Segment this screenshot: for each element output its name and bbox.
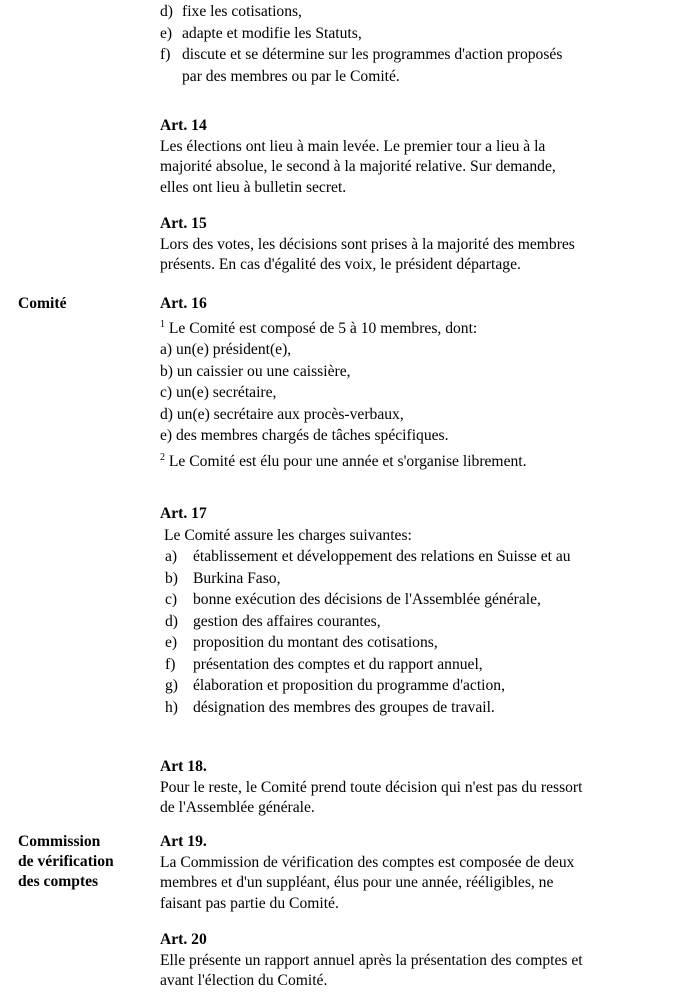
article-line: avant l'élection du Comité. [160, 972, 328, 989]
list-item-text: établissement et développement des relations en Suisse et au [193, 548, 571, 565]
list-item [160, 44, 680, 66]
article-line: Les élections ont lieu à main levée. Le premier tour a lieu à la [160, 137, 546, 155]
list-item: e) des membres chargés de tâches spécifiques. [160, 427, 449, 444]
article-19 [160, 832, 680, 914]
list-item [160, 632, 680, 654]
list-item [160, 611, 680, 633]
article-paragraph-2 [160, 451, 680, 473]
list-item-text: désignation des membres des groupes de travail. [193, 698, 495, 716]
list-item: d) un(e) secrétaire aux procès-verbaux, [160, 405, 404, 423]
article-title: Art. 15 [160, 215, 207, 232]
list-item-label: c) [165, 591, 178, 608]
section-label-comite: Comité [18, 295, 67, 312]
article-line: Elle présente un rapport annuel après la présentation des comptes et [160, 951, 583, 969]
article-line: Lors des votes, les décisions sont prises à la majorité des membres [160, 235, 575, 253]
list-item-label: e) [160, 24, 173, 42]
article-line: majorité absolue, le second à la majorité relative. Sur demande, [160, 158, 556, 175]
paragraph-number: 2 [160, 451, 165, 463]
article-line: Pour le reste, le Comité prend toute décision qui n'est pas du ressort [160, 778, 583, 796]
section-label-line: de vérification [18, 853, 114, 870]
list-item-label: f) [160, 46, 171, 63]
article-17 [160, 504, 680, 718]
article-15 [160, 214, 680, 276]
list-item-label: g) [165, 677, 178, 694]
list-item: a) un(e) président(e), [160, 341, 292, 358]
list-item [160, 654, 680, 676]
article-intro: Le Comité assure les charges suivantes: [164, 526, 412, 544]
article-line: La Commission de vérification des comptes est composée de deux [160, 853, 575, 871]
article-line: présents. En cas d'égalité des voix, le président départage. [160, 256, 521, 273]
list-item-text: bonne exécution des décisions de l'Assemblée générale, [193, 591, 541, 608]
list-item [160, 568, 680, 590]
paragraph-text: Le Comité est élu pour une année et s'organise librement. [168, 452, 527, 470]
list-item-label: d) [160, 3, 173, 20]
list-item [160, 675, 680, 697]
list-item-continuation: par des membres ou par le Comité. [182, 67, 400, 85]
article-title: Art. 16 [160, 295, 207, 312]
list-item-label: b) [165, 569, 178, 587]
list-item-text: proposition du montant des cotisations, [193, 634, 438, 651]
list-item [160, 697, 680, 719]
article-18 [160, 757, 680, 819]
list-item: b) un caissier ou une caissière, [160, 362, 351, 380]
list-item [160, 589, 680, 611]
list-item [160, 546, 680, 568]
list-item-text: élaboration et proposition du programme d'action, [193, 677, 506, 694]
article-line: elles ont lieu à bulletin secret. [160, 178, 347, 196]
article-title: Art 19. [160, 833, 207, 850]
article-title: Art. 14 [160, 117, 207, 134]
list-item-text: adapte et modifie les Statuts, [182, 24, 362, 42]
list-item-text: Burkina Faso, [193, 569, 281, 587]
article-14 [160, 116, 680, 198]
article-16 [160, 294, 680, 472]
article-title: Art. 17 [160, 505, 207, 522]
list-item [160, 23, 680, 45]
paragraph-number: 1 [160, 318, 165, 330]
list-item-text: fixe les cotisations, [182, 3, 302, 20]
article-paragraph-1 [160, 318, 680, 340]
section-label-commission [18, 832, 148, 892]
article-20 [160, 930, 680, 992]
article-title: Art 18. [160, 758, 207, 775]
list-item-label: d) [165, 612, 178, 630]
article-title: Art. 20 [160, 931, 207, 948]
list-item-label: f) [165, 655, 176, 673]
list-item-text: gestion des affaires courantes, [193, 612, 381, 630]
list-item: c) un(e) secrétaire, [160, 384, 277, 401]
list-item [160, 1, 680, 23]
article-line: membres et d'un suppléant, élus pour une année, rééligibles, ne [160, 874, 554, 891]
list-top [160, 1, 680, 87]
list-item-text: présentation des comptes et du rapport annuel, [193, 655, 483, 673]
section-label-line: des comptes [18, 873, 99, 890]
article-line: de l'Assemblée générale. [160, 799, 315, 816]
list-item-label: e) [165, 634, 178, 651]
list-item-label: a) [165, 548, 178, 565]
paragraph-text: Le Comité est composé de 5 à 10 membres, dont: [168, 319, 478, 337]
list-item-text: discute et se détermine sur les programmes d'action proposés [182, 46, 563, 63]
article-line: faisant pas partie du Comité. [160, 894, 339, 912]
list-item-label: h) [165, 698, 178, 716]
section-label-line: Commission [18, 833, 101, 850]
